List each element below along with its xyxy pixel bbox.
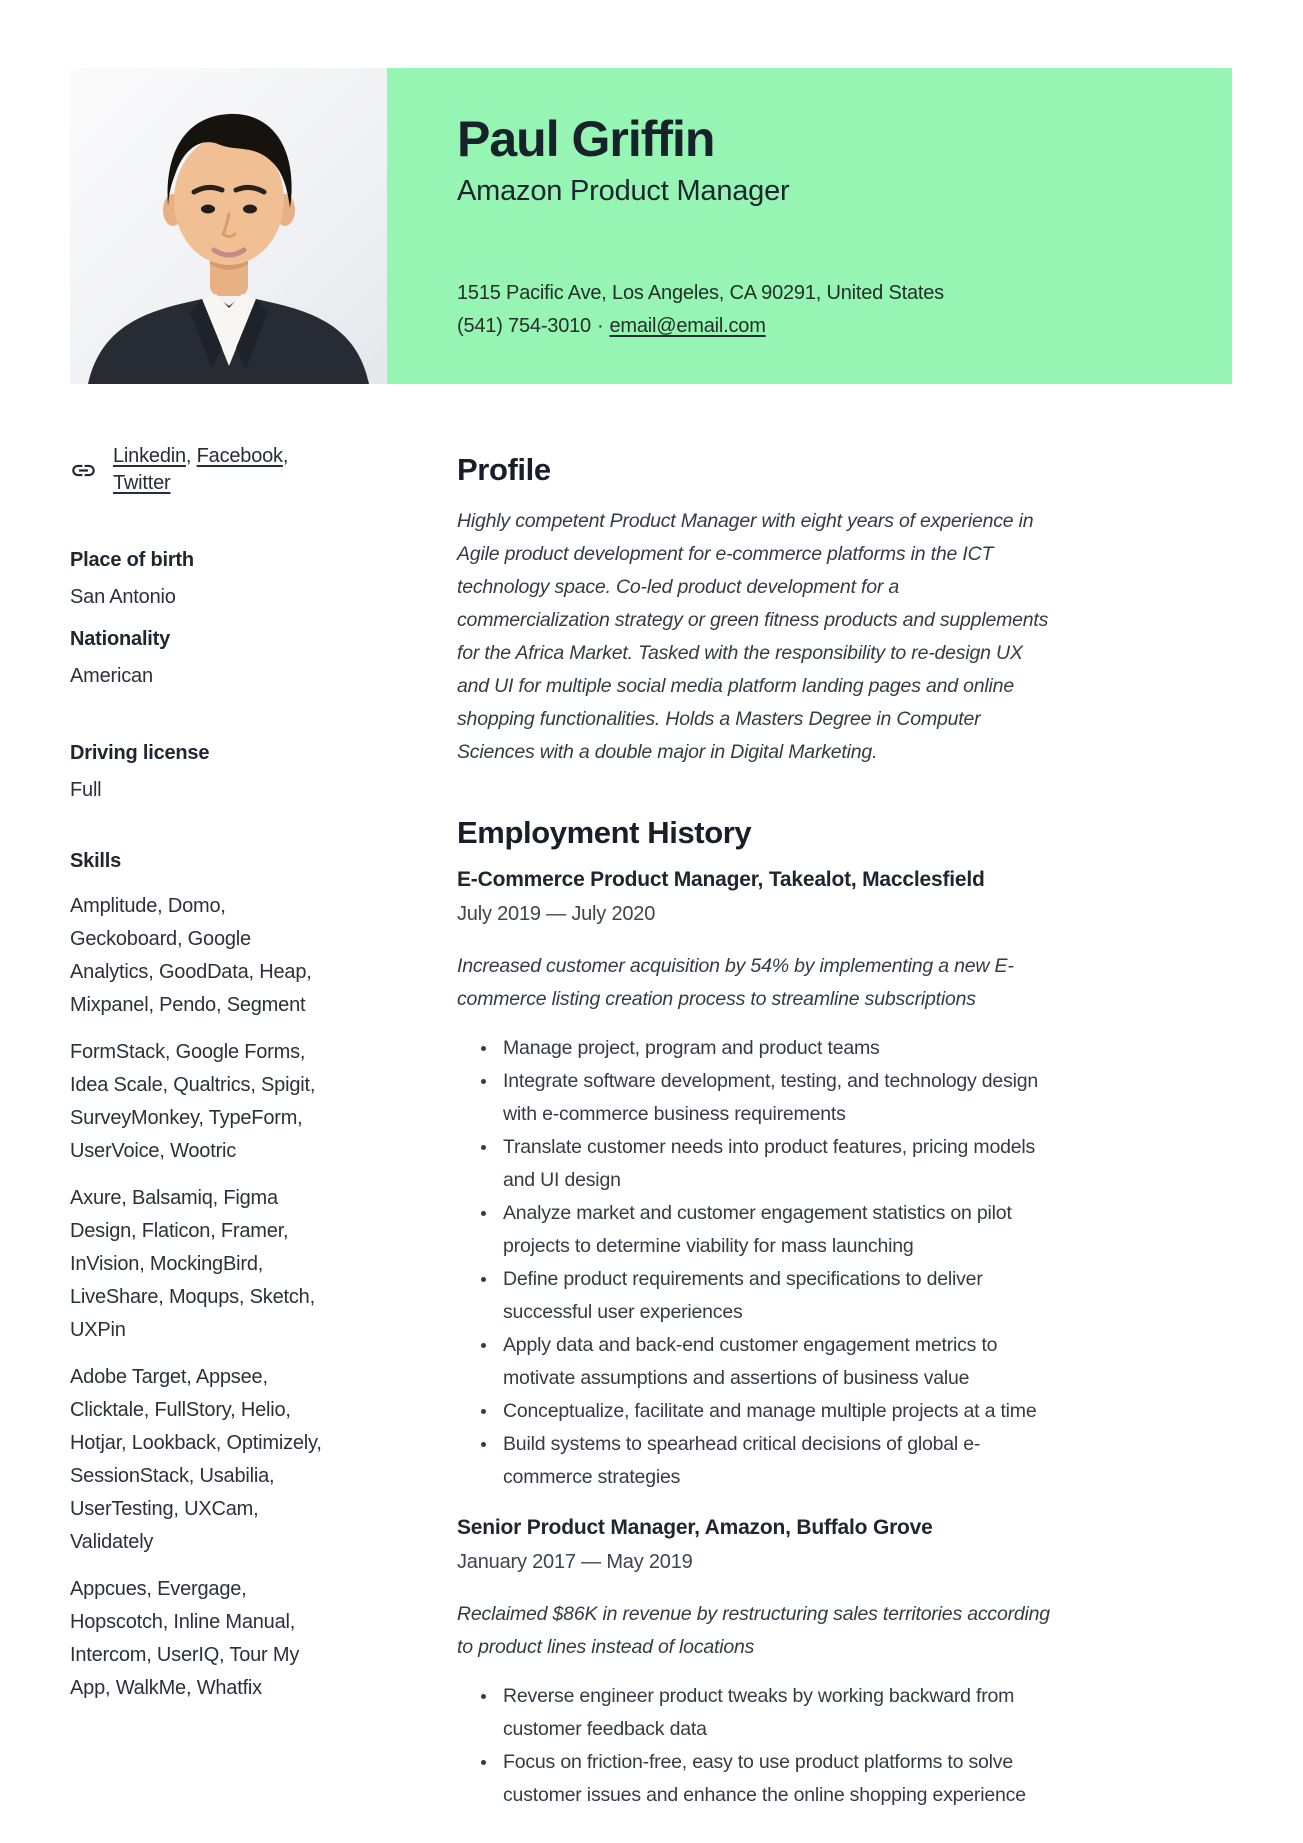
field-label-nationality: Nationality	[70, 628, 171, 650]
portrait-illustration	[70, 68, 387, 384]
twitter-link[interactable]: Twitter	[113, 472, 171, 494]
phone-number: (541) 754-3010	[457, 315, 591, 337]
bullet-item: Define product requirements and specifications to deliver successful user experiences	[457, 1263, 1054, 1329]
email-link[interactable]: email@email.com	[609, 315, 766, 337]
job-bullet-list	[457, 1032, 1054, 1494]
main-column	[457, 450, 1054, 1832]
job-summary: Increased customer acquisition by 54% by implementing a new E-commerce listing creation process to streamline subscriptions	[457, 955, 1014, 1010]
job-title: E-Commerce Product Manager, Takealot, Macclesfield	[457, 868, 985, 891]
contact-block	[457, 277, 1192, 343]
chain-link-icon	[70, 457, 97, 484]
link-separator: ,	[185, 445, 197, 467]
job-entry	[457, 1514, 1054, 1812]
phone-email-line	[457, 310, 1192, 343]
sidebar	[70, 443, 330, 1719]
skill-group: Amplitude, Domo, Geckoboard, Google Analytics, GoodData, Heap, Mixpanel, Pendo, Segment	[70, 895, 312, 1016]
person-job-title: Amazon Product Manager	[457, 175, 790, 207]
bullet-item: Conceptualize, facilitate and manage multiple projects at a time	[457, 1395, 1054, 1428]
field-label-driving-license: Driving license	[70, 742, 210, 764]
facebook-link[interactable]: Facebook	[196, 445, 283, 467]
field-value-driving-license: Full	[70, 779, 102, 801]
field-label-place-of-birth: Place of birth	[70, 549, 194, 571]
job-bullet-list	[457, 1680, 1054, 1812]
bullet-item: Integrate software development, testing, and technology design with e-commerce business requirements	[457, 1065, 1054, 1131]
field-value-place-of-birth: San Antonio	[70, 586, 176, 608]
job-title: Senior Product Manager, Amazon, Buffalo Grove	[457, 1516, 933, 1539]
job-entry	[457, 866, 1054, 1494]
field-value-nationality: American	[70, 665, 153, 687]
social-links	[113, 443, 330, 497]
social-links-row	[70, 443, 330, 497]
header-banner	[387, 68, 1232, 384]
bullet-item: Apply data and back-end customer engagement metrics to motivate assumptions and assertions of business value	[457, 1329, 1054, 1395]
address-line: 1515 Pacific Ave, Los Angeles, CA 90291, United States	[457, 282, 944, 304]
skill-group: Adobe Target, Appsee, Clicktale, FullStory, Helio, Hotjar, Lookback, Optimizely, SessionStack, Usabilia, UserTesting, UXCam, Validately	[70, 1366, 322, 1553]
linkedin-link[interactable]: Linkedin	[113, 445, 186, 467]
profile-photo	[70, 68, 387, 384]
profile-heading: Profile	[457, 452, 551, 487]
contact-separator: ·	[596, 315, 604, 337]
bullet-item: Build systems to spearhead critical decisions of global e-commerce strategies	[457, 1428, 1054, 1494]
job-dates: July 2019 — July 2020	[457, 903, 656, 925]
skill-group: FormStack, Google Forms, Idea Scale, Qualtrics, Spigit, SurveyMonkey, TypeForm, UserVoice, Wootric	[70, 1041, 316, 1162]
profile-text: Highly competent Product Manager with eight years of experience in Agile product development for e-commerce platforms in the ICT technology space. Co-led product development for a commercialization strategy or green fitness products and supplements for the Africa Market. Tasked with the responsibility to re-design UX and UI for multiple social media platform landing pages and online shopping functionalities. Holds a Masters Degree in Computer Sciences with a double major in Digital Marketing.	[457, 510, 1049, 763]
job-summary: Reclaimed $86K in revenue by restructuring sales territories according to product lines instead of locations	[457, 1603, 1050, 1658]
bullet-item: Reverse engineer product tweaks by working backward from customer feedback data	[457, 1680, 1054, 1746]
person-name: Paul Griffin	[457, 111, 715, 167]
job-dates: January 2017 — May 2019	[457, 1551, 693, 1573]
bullet-item: Analyze market and customer engagement statistics on pilot projects to determine viability for mass launching	[457, 1197, 1054, 1263]
bullet-item: Translate customer needs into product features, pricing models and UI design	[457, 1131, 1054, 1197]
link-separator: ,	[282, 445, 289, 467]
employment-history-heading: Employment History	[457, 815, 752, 850]
skill-group: Axure, Balsamiq, Figma Design, Flaticon, Framer, InVision, MockingBird, LiveShare, Moqups, Sketch, UXPin	[70, 1187, 315, 1341]
skill-group: Appcues, Evergage, Hopscotch, Inline Manual, Intercom, UserIQ, Tour My App, WalkMe, Whatfix	[70, 1578, 300, 1699]
bullet-item: Focus on friction-free, easy to use product platforms to solve customer issues and enhance the online shopping experience	[457, 1746, 1054, 1812]
skills-heading: Skills	[70, 850, 122, 872]
bullet-item: Manage project, program and product teams	[457, 1032, 1054, 1065]
